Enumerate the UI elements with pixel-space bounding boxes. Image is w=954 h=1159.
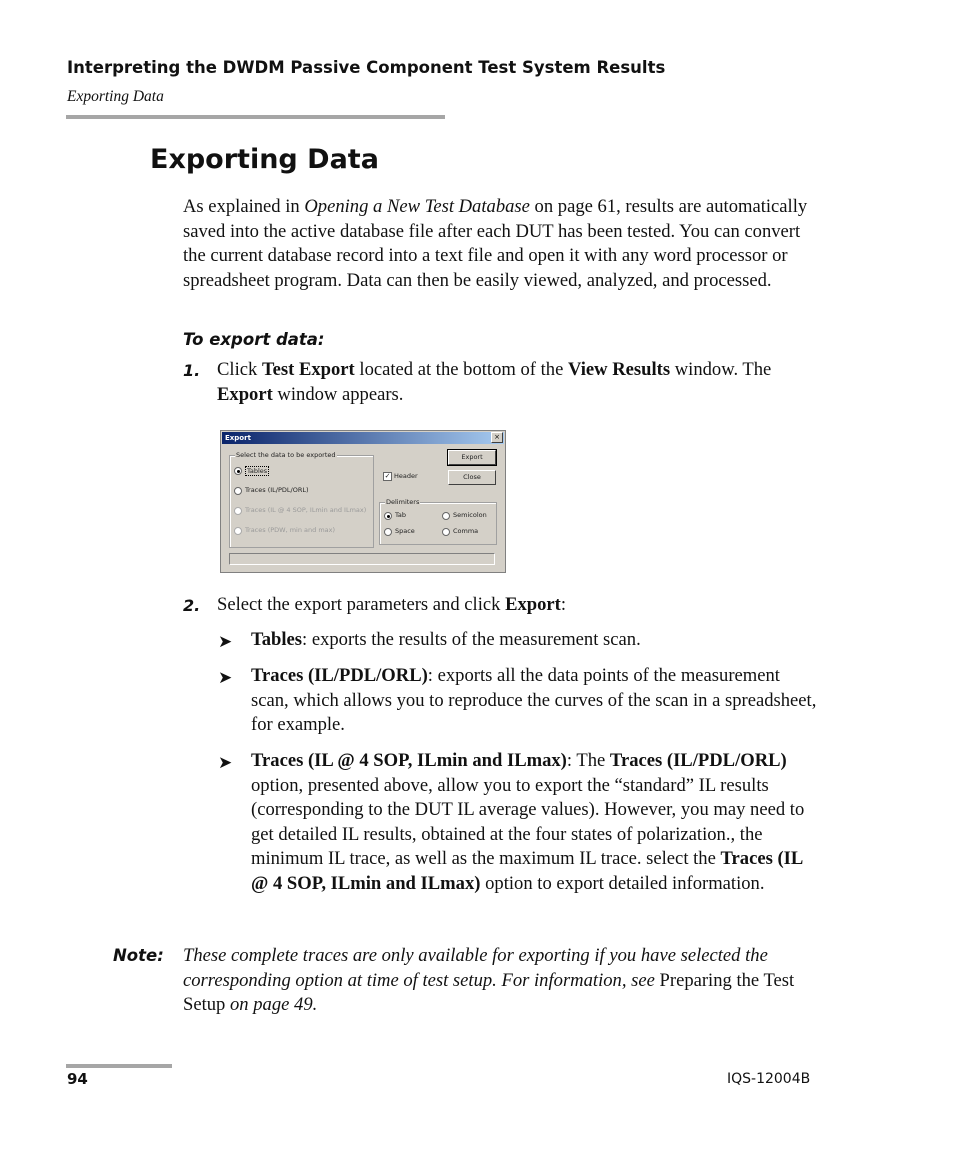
cross-reference-link: Opening a New Test Database (304, 196, 530, 217)
tab-option-label: Tab (395, 511, 407, 519)
page-title: Exporting Data (150, 144, 379, 175)
space-radio[interactable] (384, 528, 392, 536)
bullet-arrow-icon: ➤ (218, 668, 233, 687)
close-icon[interactable]: × (491, 432, 503, 443)
step-2-number: 2. (183, 596, 201, 615)
comma-option-label: Comma (453, 527, 479, 535)
tab-radio[interactable] (384, 512, 392, 520)
close-button[interactable]: Close (448, 470, 496, 485)
delimiters-group: Delimiters (379, 502, 497, 545)
semicolon-radio[interactable] (442, 512, 450, 520)
note-reference: Preparing the Test Setup (183, 969, 795, 1015)
space-option-label: Space (395, 527, 415, 535)
export-dialog-figure (220, 430, 506, 573)
traces-option-label: Traces (IL/PDL/ORL) (245, 486, 309, 494)
document-code: IQS-12004B (727, 1071, 811, 1087)
data-select-group: Select the data to be exported (229, 455, 374, 548)
note-label: Note: (113, 946, 164, 965)
traces-sop-option-label: Traces (IL @ 4 SOP, ILmin and ILmax) (245, 506, 367, 514)
dialog-title-bar: Export (222, 432, 504, 444)
traces-pdw-option-label: Traces (PDW, min and max) (245, 526, 336, 534)
step-2-text: Select the export parameters and click Export: (217, 594, 567, 615)
export-button[interactable]: Export (448, 450, 496, 465)
note-text: These complete traces are only available for exporting if you have selected the corresponding option at time of test setup. For information, see Preparing the Test Setup on page 49. (183, 945, 795, 1015)
running-header-section: Exporting Data (67, 88, 164, 105)
bullet-arrow-icon: ➤ (218, 632, 233, 651)
header-rule (66, 115, 445, 119)
tables-option-label: Tables (247, 467, 268, 475)
running-header-title: Interpreting the DWDM Passive Component Test System Results (67, 58, 666, 77)
page-number: 94 (67, 1070, 88, 1088)
semicolon-option-label: Semicolon (453, 511, 487, 519)
header-checkbox-label: Header (394, 472, 418, 480)
bullet-tables: Tables: exports the results of the measurement scan. (251, 629, 641, 650)
step-1-text: Click Test Export located at the bottom of the View Results window. The Export window appears. (217, 359, 772, 405)
comma-radio[interactable] (442, 528, 450, 536)
bullet-traces-sop: Traces (IL @ 4 SOP, ILmin and ILmax): The Traces (IL/PDL/ORL) option, presented above, allow you to export the “standard” IL results (corresponding to the DUT IL average values). However, you may need to get detailed IL results, obtained at the four states of polarization., the minimum IL trace, as well as the maximum IL trace. select the Traces (IL @ 4 SOP, ILmin and ILmax) option to export detailed information. (251, 750, 805, 894)
step-1-number: 1. (183, 361, 201, 380)
traces-pdw-radio (234, 527, 242, 535)
bullet-arrow-icon: ➤ (218, 753, 233, 772)
footer-rule (66, 1064, 172, 1068)
intro-paragraph: As explained in Opening a New Test Database on page 61, results are automatically saved into the active database file after each DUT has been tested. You can convert the current database record into a text file and open it with any word processor or spreadsheet program. Data can then be easily viewed, analyzed, and processed. (183, 196, 808, 291)
status-bar (229, 553, 495, 565)
header-checkbox[interactable]: ✓ (384, 472, 391, 480)
bullet-traces: Traces (IL/PDL/ORL): exports all the data points of the measurement scan, which allows you to reproduce the curves of the scan in a spreadsheet, for example. (251, 665, 817, 735)
procedure-title: To export data: (183, 330, 325, 349)
tables-radio[interactable] (234, 467, 242, 475)
traces-radio[interactable] (234, 487, 242, 495)
traces-sop-radio (234, 507, 242, 515)
